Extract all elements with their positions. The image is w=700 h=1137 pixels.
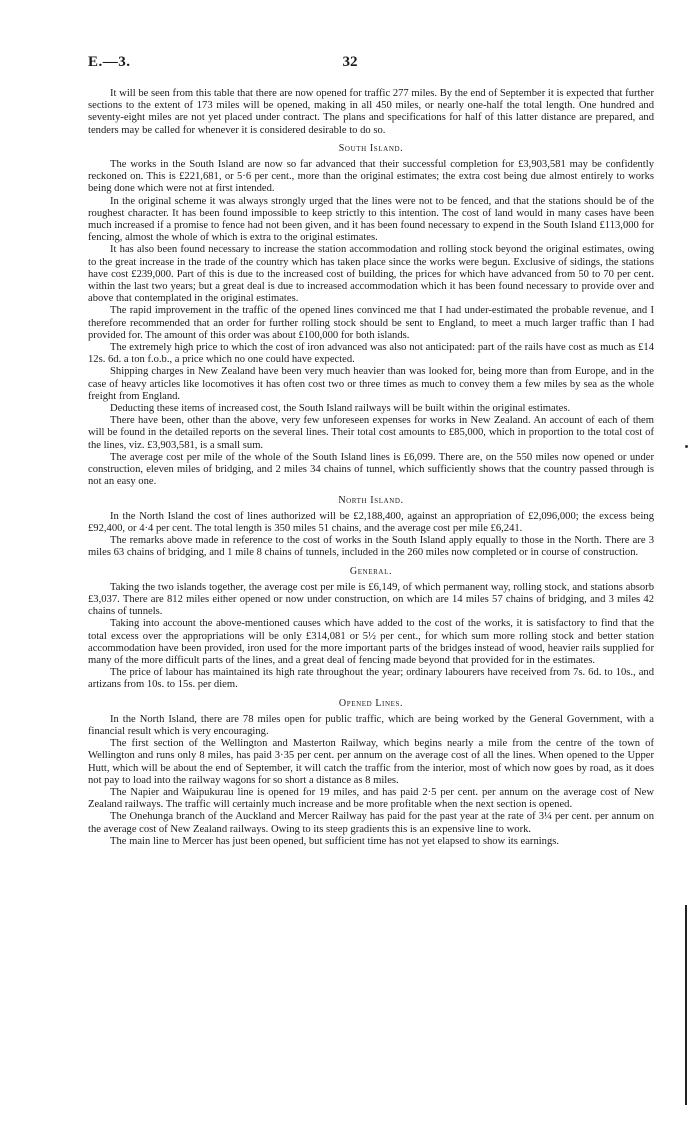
paragraph: It has also been found necessary to increase the station accommodation and rolling stock beyond the original estimates, owing to the great increase in the trade of the country which has taken place since the works were begun. Exclusive of sidings, the stations have cost £239,000. Part of this is due to the increased cost of building, the prices for which have advanced from 50 to 70 per cent. within the last two years; but a great deal is due to increased accommodation which it has been found necessary to provide over and above that contemplated in the original estimates. [88,244,654,305]
paragraph: The main line to Mercer has just been opened, but sufficient time has not yet elapsed to show its earnings. [110,835,560,847]
paragraph: The Napier and Waipukurau line is opened for 19 miles, and has paid 2·5 per cent. per annum on the average cost of New Zealand railways. The traffic will certainly much increase and be more profitable when the next section is opened. [88,786,654,811]
paragraph: The works in the South Island are now so far advanced that their successful completion for £3,903,581 may be confidently reckoned on. This is £221,681, or 5·6 per cent., more than the original estimates; the extra cost being due almost entirely to works being done which were not at first intended. [88,159,654,195]
paragraph: In the North Island the cost of lines authorized will be £2,188,400, against an appropriation of £2,096,000; the excess being £92,400, or 4·4 per cent. The total length is 350 miles 51 chains, and the average cost per mile £6,241. [88,510,654,534]
scan-edge-line [685,905,687,1105]
paragraph: The Onehunga branch of the Auckland and Mercer Railway has paid for the past year at the rate of 3¼ per cent. per annum on the average cost of New Zealand railways. Owing to its steep gradients this is an expensive line to work. [88,811,654,835]
section-heading-general: General. [349,565,393,577]
section-heading-opened-lines: Opened Lines. [338,697,404,709]
paragraph: The average cost per mile of the whole of the South Island lines is £6,099. There are, on the 550 miles now opened or under construction, eleven miles of bridging, and 2 miles 34 chains of tunnel, which sufficiently shows that the country passed through is not an easy one. [88,451,654,488]
document-reference: E.—3. [88,54,131,70]
paragraph: In the North Island, there are 78 miles open for public traffic, which are being worked by the General Government, with a financial result which is very encouraging. [88,713,654,737]
section-heading-north-island: North Island. [338,494,404,506]
section-heading-south-island: South Island. [338,142,404,154]
paragraph: Shipping charges in New Zealand have been very much heavier than was looked for, being more than from Europe, and in the case of heavy articles like locomotives it has often cost two or three times as much to convey them a few miles by sea as the whole freight from England. [88,366,654,402]
paragraph: The rapid improvement in the traffic of the opened lines convinced me that I had under-estimated the probable revenue, and I therefore recommended that an order for further rolling stock should be sent to England, to meet a much larger traffic than I had provided for. The amount of this order was about £100,000 for both islands. [88,305,654,341]
paragraph: The price of labour has maintained its high rate throughout the year; ordinary labourers have received from 7s. 6d. to 10s., and artizans from 10s. to 15s. per diem. [88,667,654,691]
page-header [0,54,700,76]
page-number: 32 [342,54,358,70]
body-text [88,88,654,848]
paragraph: Taking into account the above-mentioned causes which have added to the cost of the works, it is satisfactory to find that the total excess over the appropriations will be only £314,081 or 5½ per cent., for which sum more rolling stock and better station accommodation have been provided, iron used for the more important parts of the bridges instead of wood, heavier rails supplied for many of the more difficult parts of the lines, and a great deal of fencing made beyond that provided for in the estimates. [88,618,654,666]
paragraph: The extremely high price to which the cost of iron advanced was also not anticipated: part of the rails have cost as much as £14 12s. 6d. a ton f.o.b., a price which no one could have expected. [88,342,654,366]
paragraph: In the original scheme it was always strongly urged that the lines were not to be fenced, and that the stations should be of the roughest character. It has been found impossible to keep strictly to this intention. The cost of land would in many cases have been much increased if a promise to fence had not been given, and it has been found necessary to expend in the South Island £113,000 for fencing, almost the whole of which is extra to the original estimates. [88,195,654,244]
paragraph: The remarks above made in reference to the cost of works in the South Island apply equally to those in the North. There are 3 miles 63 chains of bridging, and 1 mile 8 chains of tunnels, included in the 260 miles now completed or in course of construction. [88,535,654,559]
intro-paragraph: It will be seen from this table that there are now opened for traffic 277 miles. By the end of September it is expected that further sections to the extent of 173 miles will be opened, making in all 450 miles, or nearly one-half the total length. One hundred and seventy-eight miles are not yet placed under contract. The plans and specifications for half of this latter distance are prepared, and tenders may be called for whenever it is considered desirable to do so. [88,88,654,136]
paragraph: Taking the two islands together, the average cost per mile is £6,149, of which permanent way, rolling stock, and stations absorb £3,037. There are 812 miles either opened or now under construction, on which are 14 miles 57 chains of bridging, and 3 miles 42 chains of tunnels. [88,581,654,618]
paragraph: The first section of the Wellington and Masterton Railway, which begins nearly a mile from the centre of the town of Wellington and runs only 8 miles, has paid 3·35 per cent. per annum on the average cost of all the lines. When opened to the Upper Hutt, which will be about the end of September, it will catch the traffic from the interior, most of which now goes by road, as it does not pay to load into the railway wagons for so short a distance as 8 miles. [88,738,654,786]
paragraph: There have been, other than the above, very few unforeseen expenses for works in New Zealand. An account of each of them will be found in the detailed reports on the several lines. Their total cost amounts to £85,000, which in proportion to the total cost of the lines, viz. £3,903,581, is a small sum. [88,415,654,451]
paragraph: Deducting these items of increased cost, the South Island railways will be built within the original estimates. [110,403,571,415]
margin-dot [685,445,688,448]
